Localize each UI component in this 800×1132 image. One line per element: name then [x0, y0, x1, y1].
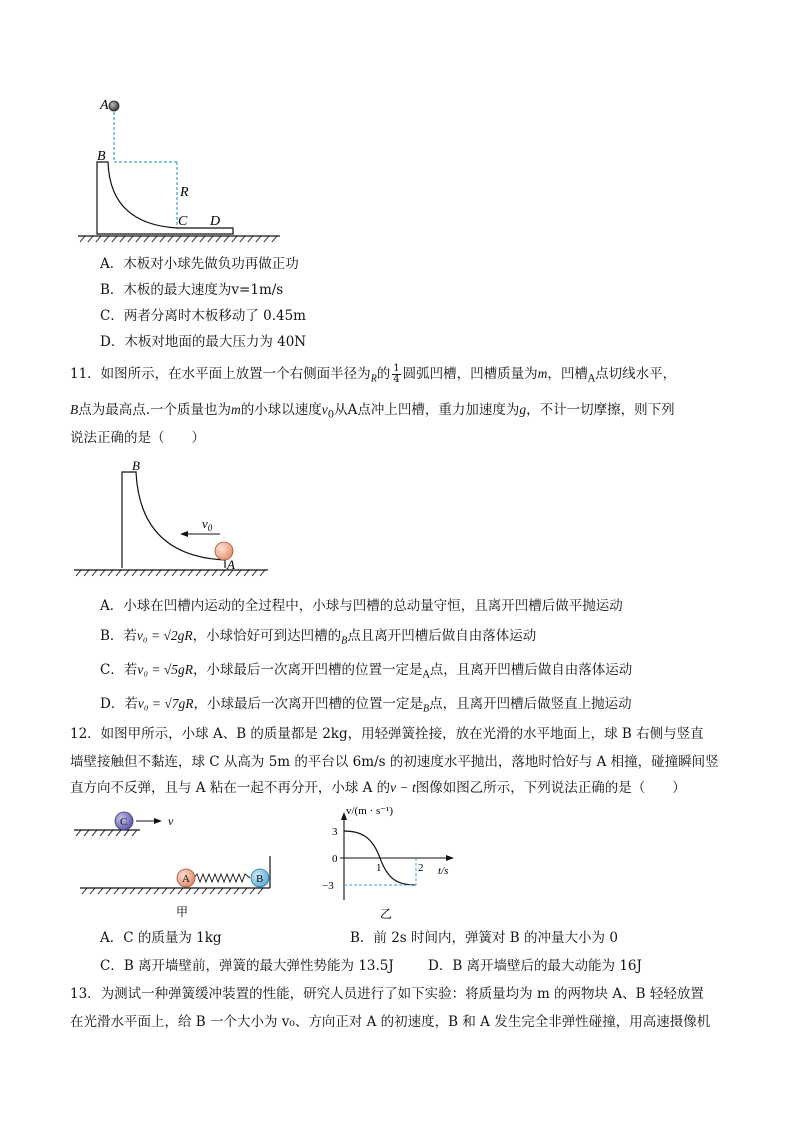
q11-line-1: 11．如图所示，在水平面上放置一个右侧面半径为$_R$的 $\frac{1}{4}$ 圆弧凹槽，凹槽质量为m，凹槽$_A$点切线水平，: [70, 363, 677, 385]
q11-option-d: D．若v₀ = √7gR，小球最后一次离开凹槽的位置一定是$_B$点，且离开凹槽后做竖直上抛运动: [100, 696, 632, 715]
q12-figure-yi: [310, 800, 470, 925]
q11-option-b: B．若v₀ = √2gR，小球恰好可到达凹槽的$_B$点且离开凹槽后做自由落体运动: [100, 628, 537, 647]
ball-a: [109, 101, 119, 111]
q12-option-c: C．B 离开墙壁前，弹簧的最大弹性势能为 13.5J: [100, 958, 394, 974]
q12-option-a: A．C 的质量为 1kg: [100, 930, 222, 946]
caption-jia: 甲: [176, 905, 189, 919]
svg-text:C: C: [120, 816, 128, 828]
label-b: B: [97, 149, 106, 164]
equation-d: v₀ = √7gR: [137, 696, 194, 711]
tick-2: 2: [418, 862, 424, 874]
tick-3: 3: [332, 826, 338, 838]
q10-option-b: B．木板的最大速度为v=1m/s: [100, 282, 284, 298]
equation-c: v₀ = √5gR: [137, 662, 194, 677]
q12-option-d: D．B 离开墙壁后的最大动能为 16J: [428, 958, 642, 974]
label-r: R: [180, 185, 189, 200]
q10-option-a: A．木板对小球先做负功再做正功: [100, 256, 299, 272]
q11-line-2: B点为最高点.一个质量也为m的小球以速度$v_0$从A点冲上凹槽，重力加速度为g，不计一切摩擦，则下列: [70, 402, 675, 421]
label-d: D: [210, 214, 221, 229]
q11-figure: [70, 456, 280, 586]
label-b: B: [132, 458, 140, 473]
y-axis-label: v/(m · s⁻¹): [346, 805, 393, 817]
tick-minus-3: −3: [322, 880, 334, 892]
q13-line-1: 13．为测试一种弹簧缓冲装置的性能，研究人员进行了如下实验：将质量均为 m 的两物块 A、B 轻轻放置: [70, 986, 704, 1002]
q11-line-3: 说法正确的是（ ）: [70, 430, 205, 446]
q10-figure: [70, 92, 320, 252]
q12-line-2: 墙壁接触但不黏连，球 C 从高为 5m 的平台以 6m/s 的初速度水平抛出，落地时恰好与 A 相撞，碰撞瞬间竖: [70, 754, 719, 770]
caption-yi: 乙: [380, 907, 393, 921]
q12-line-1: 12．如图甲所示，小球 A、B 的质量都是 2kg，用轻弹簧拴接，放在光滑的水平地面上，球 B 右侧与竖直: [70, 726, 704, 742]
equation-b: v₀ = √2gR: [136, 628, 193, 643]
q12-option-b: B．前 2s 时间内，弹簧对 B 的冲量大小为 0: [350, 930, 618, 946]
fraction-quarter: $\frac{1}{4}$: [393, 363, 400, 385]
label-v: $v_0$: [202, 516, 213, 533]
q13-line-2: 在光滑水平面上，给 B 一个大小为 v₀、方向正对 A 的初速度，B 和 A 发生完全非弹性碰撞，用高速摄像机: [70, 1014, 711, 1030]
label-a: A: [100, 98, 109, 113]
tick-1: 1: [376, 862, 382, 874]
q10-option-d: D．木板对地面的最大压力为 40N: [100, 334, 307, 350]
svg-text:A: A: [182, 873, 190, 885]
q12-line-3: 直方向不反弹，且与 A 粘在一起不再分开，小球 A 的v − t图像如图乙所示，下列说法正确的是（ ）: [70, 780, 686, 796]
q10-option-c: C．两者分离时木板移动了 0.45m: [100, 308, 306, 324]
q12-figure-jia: [70, 806, 290, 926]
q11-option-a: A．小球在凹槽内运动的全过程中，小球与凹槽的总动量守恒，且离开凹槽后做平抛运动: [100, 598, 623, 614]
tick-0: 0: [332, 853, 338, 865]
label-a: A: [227, 557, 235, 572]
label-c: C: [178, 214, 188, 229]
x-axis-label: t/s: [438, 865, 449, 877]
svg-text:B: B: [256, 873, 264, 885]
arrow-v-label: v: [168, 814, 174, 828]
q11-option-c: C．若v₀ = √5gR，小球最后一次离开凹槽的位置一定是$_A$点，且离开凹槽后做自由落体运动: [100, 662, 633, 681]
